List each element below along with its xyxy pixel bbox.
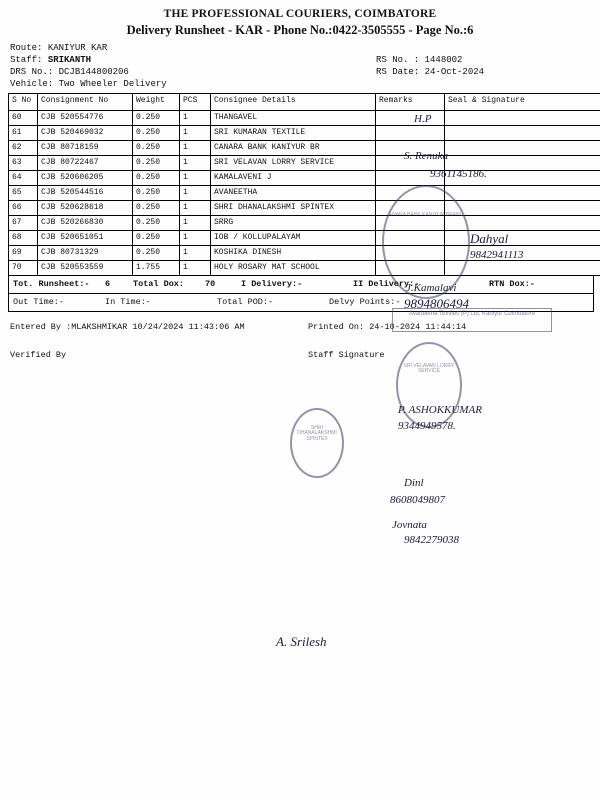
cell-sno: 70: [9, 261, 38, 276]
cell-consignee: KOSHIKA DINESH: [211, 246, 376, 261]
canara-bank-stamp-label: CANARA BANK KANIYUR BRANCH: [385, 212, 467, 218]
totals-row: [9, 276, 593, 293]
cell-consignee: THANGAVEL: [211, 111, 376, 126]
cell-consignment: CJB 80722467: [38, 156, 133, 171]
cell-weight: 0.250: [133, 186, 180, 201]
signature-handwriting: S. Renuka: [404, 150, 448, 162]
cell-consignment: CJB 520544516: [38, 186, 133, 201]
cell-pcs: 1: [180, 201, 211, 216]
cell-pcs: 1: [180, 141, 211, 156]
col-consignee-details: Consignee Details: [211, 94, 376, 111]
col-remarks: Remarks: [376, 94, 445, 111]
runsheet-sheet: [8, 8, 592, 390]
cell-sno: 60: [9, 111, 38, 126]
vehicle-field: [10, 78, 167, 91]
cell-seal: [445, 186, 600, 201]
cell-weight: 0.250: [133, 246, 180, 261]
total-pod-label: Total POD:-: [217, 297, 274, 307]
entered-by-text: Entered By :MLAKSHMIKAR 10/24/2024 11:43:06 AM: [10, 322, 245, 332]
meta-row-drs: [8, 66, 592, 78]
document-title: Delivery Runsheet - KAR - Phone No.:0422-3505555 - Page No.:6: [126, 23, 474, 37]
route-field: [10, 42, 107, 55]
cell-sno: 65: [9, 186, 38, 201]
cell-pcs: 1: [180, 231, 211, 246]
cell-pcs: 1: [180, 156, 211, 171]
route-label: Route:: [10, 43, 43, 53]
col-sno: S No: [9, 94, 38, 111]
table-header-row: [9, 94, 600, 111]
vehicle-label: Vehicle:: [10, 79, 54, 89]
tot-runsheet-label: Tot. Runsheet:-: [13, 279, 90, 289]
col-pcs: PCS: [180, 94, 211, 111]
cell-seal: [445, 261, 600, 276]
cell-sno: 67: [9, 216, 38, 231]
table-row: [9, 216, 600, 231]
meta-row-vehicle: [8, 78, 592, 90]
rs-date-value: 24-Oct-2024: [424, 67, 485, 77]
cell-consignment: CJB 520651051: [38, 231, 133, 246]
signature-handwriting: Jovnata: [392, 519, 427, 531]
cell-weight: 0.250: [133, 231, 180, 246]
table-head: [9, 94, 600, 111]
cell-weight: 0.250: [133, 171, 180, 186]
avaneetha-textiles-stamp-label: Avaneetha Textiles (P) Ltd, Kaniyur Coimbatore: [408, 311, 536, 317]
signature-handwriting: 9344949578.: [398, 420, 456, 432]
signature-handwriting: 9842941113: [470, 249, 524, 261]
col-consignment-no: Consignment No: [38, 94, 133, 111]
cell-weight: 0.250: [133, 141, 180, 156]
col-weight: Weight: [133, 94, 180, 111]
table-row: [9, 201, 600, 216]
staff-field: [10, 54, 91, 67]
table-row: [9, 231, 600, 246]
cell-consignment: CJB 520469032: [38, 126, 133, 141]
signature-handwriting: 9894806494: [404, 296, 469, 311]
cell-seal: [445, 201, 600, 216]
cell-pcs: 1: [180, 186, 211, 201]
out-time-label: Out Time:-: [13, 297, 65, 307]
total-dox-label: Total Dox:: [133, 279, 185, 289]
cell-sno: 66: [9, 201, 38, 216]
signature-handwriting: 9361145186.: [430, 168, 487, 180]
meta-row-route: [8, 42, 592, 54]
cell-sno: 62: [9, 141, 38, 156]
table-row: [9, 156, 600, 171]
i-delivery-label: I Delivery:-: [241, 279, 303, 289]
cell-sno: 69: [9, 246, 38, 261]
signature-handwriting: P. ASHOKKUMAR: [398, 404, 482, 416]
cell-weight: 0.250: [133, 156, 180, 171]
header-meta: [8, 42, 592, 90]
cell-weight: 0.250: [133, 216, 180, 231]
signature-handwriting: 8608049807: [390, 494, 445, 506]
cell-weight: 0.250: [133, 201, 180, 216]
cell-consignee: SRRG: [211, 216, 376, 231]
meta-row-staff: [8, 54, 592, 66]
cell-weight: 0.250: [133, 126, 180, 141]
staff-signature-handwriting: A. Srilesh: [276, 634, 327, 649]
rs-date-label: RS Date:: [376, 67, 420, 77]
staff-signature-label: Staff Signature: [308, 350, 385, 360]
cell-seal: [445, 126, 600, 141]
cell-seal: [445, 141, 600, 156]
tot-runsheet-value: 6: [105, 279, 111, 289]
col-seal-signature: Seal & Signature: [445, 94, 600, 111]
cell-consignment: CJB 80718159: [38, 141, 133, 156]
cell-consignee: KAMALAVENI J: [211, 171, 376, 186]
drs-field: [10, 66, 129, 79]
cell-consignee: CANARA BANK KANIYUR BR: [211, 141, 376, 156]
drs-label: DRS No.:: [10, 67, 54, 77]
signature-handwriting: J.Kamalavi: [406, 282, 457, 294]
total-dox-value: 70: [205, 279, 216, 289]
in-time-label: In Time:-: [105, 297, 151, 307]
staff-value: SRIKANTH: [47, 55, 92, 65]
table-row: [9, 261, 600, 276]
signature-handwriting: H.P: [414, 113, 432, 125]
cell-weight: 1.755: [133, 261, 180, 276]
delvy-points-label: Delvy Points:-: [329, 297, 401, 307]
lorry-service-stamp-label: SRI VELAVAN LORRY SERVICE: [403, 363, 455, 375]
cell-consignee: SRI KUMARAN TEXTILE: [211, 126, 376, 141]
table-row: [9, 141, 600, 156]
cell-pcs: 1: [180, 126, 211, 141]
table-row: [9, 111, 600, 126]
cell-remarks: [376, 126, 445, 141]
cell-consignment: CJB 80731329: [38, 246, 133, 261]
cell-consignee: AVANEETHA: [211, 186, 376, 201]
rs-no-label: RS No. :: [376, 55, 420, 65]
cell-pcs: 1: [180, 261, 211, 276]
route-value: KANIYUR KAR: [47, 43, 108, 53]
company-title: THE PROFESSIONAL COURIERS, COIMBATORE: [163, 8, 437, 20]
cell-sno: 64: [9, 171, 38, 186]
cell-pcs: 1: [180, 246, 211, 261]
staff-label: Staff:: [10, 55, 43, 65]
spintex-stamp: [290, 408, 344, 478]
cell-sno: 63: [9, 156, 38, 171]
rs-date-field: [376, 66, 484, 79]
totals-section: [8, 276, 594, 312]
printed-on-text: Printed On: 24-10-2024 11:44:14: [308, 322, 467, 332]
rtn-dox-label: RTN Dox:-: [489, 279, 535, 289]
table-row: [9, 126, 600, 141]
cell-weight: 0.250: [133, 111, 180, 126]
verified-by-label: Verified By: [10, 350, 67, 360]
cell-consignee: HOLY ROSARY MAT SCHOOL: [211, 261, 376, 276]
rs-no-value: 1448002: [424, 55, 463, 65]
spintex-stamp-label: SHRI DHANALAKSHMI SPINTEX: [297, 425, 337, 442]
cell-pcs: 1: [180, 111, 211, 126]
cell-consignee: SHRI DHANALAKSHMI SPINTEX: [211, 201, 376, 216]
table-row: [9, 171, 600, 186]
cell-pcs: 1: [180, 171, 211, 186]
cell-consignee: IOB / KOLLUPALAYAM: [211, 231, 376, 246]
cell-sno: 61: [9, 126, 38, 141]
rs-no-field: [376, 54, 462, 67]
cell-pcs: 1: [180, 216, 211, 231]
signature-handwriting: 9842279038: [404, 534, 459, 546]
signature-handwriting: Dinl: [404, 477, 424, 489]
table-row: [9, 186, 600, 201]
cell-consignment: CJB 520553559: [38, 261, 133, 276]
vehicle-value: Two Wheeler Delivery: [58, 79, 167, 89]
cell-consignment: CJB 520554776: [38, 111, 133, 126]
ii-delivery-label: II Delivery:-: [353, 279, 420, 289]
cell-consignment: CJB 520266830: [38, 216, 133, 231]
cell-sno: 68: [9, 231, 38, 246]
cell-seal: [445, 111, 600, 126]
signature-handwriting: Dahyal: [470, 231, 509, 246]
cell-consignment: CJB 520606205: [38, 171, 133, 186]
drs-value: DCJB144800206: [58, 67, 129, 77]
cell-remarks: [376, 111, 445, 126]
cell-consignment: CJB 520628618: [38, 201, 133, 216]
cell-consignee: SRI VELAVAN LORRY SERVICE: [211, 156, 376, 171]
